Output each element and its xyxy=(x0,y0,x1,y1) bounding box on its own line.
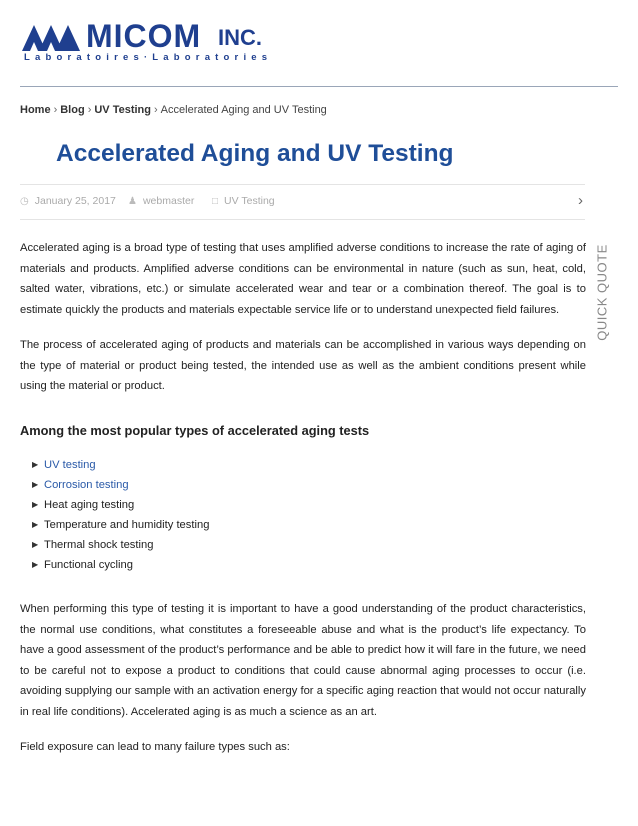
micom-logo[interactable] xyxy=(22,18,282,66)
paragraph: When performing this type of testing it is important to have a good understanding of the product characteristics, the normal use conditions, what constitutes a foreseeable abuse and what is the product’s life expectancy. To have a good assessment of the product’s performance and be able to predict how it will fare in the future, we need to be careful not to expose a product to conditions that could cause abnormal aging processes to occur (i.e. avoiding supplying our sample with an activation energy for a specific aging reaction that would not occur naturally in real life conditions). Accelerated aging is as much a science as an art. xyxy=(20,603,586,718)
meta-divider-top xyxy=(20,184,585,185)
logo-subtitle: Laboratoires·Laboratories xyxy=(24,52,273,63)
list-item-text: Heat aging testing xyxy=(44,499,135,511)
list-item-text: Temperature and humidity testing xyxy=(44,519,210,531)
list-item-link[interactable]: UV testing xyxy=(44,459,96,471)
list-item-link[interactable]: Corrosion testing xyxy=(44,479,129,491)
triangle-right-icon: ▶ xyxy=(32,520,39,529)
triangle-right-icon: ▶ xyxy=(32,460,39,469)
paragraph: Field exposure can lead to many failure types such as: xyxy=(20,741,290,753)
list-item xyxy=(32,495,586,515)
breadcrumb-home-link[interactable]: Home xyxy=(20,104,51,116)
logo-name: MICOM xyxy=(86,18,202,54)
triangle-right-icon: ▶ xyxy=(32,480,39,489)
paragraph: Accelerated aging is a broad type of testing that uses amplified adverse conditions to increase the rate of aging of materials and products. Amplified adverse conditions can be environmental in nature (such as sun, heat, cold, salted water, vibrations, etc.) or simulate accelerated wear and tear or a combination thereof. The goal is to estimate quickly the products and materials expectable service life or to understand unexpected field failures. xyxy=(20,242,586,316)
triangle-right-icon: ▶ xyxy=(32,540,39,549)
breadcrumb-separator: › xyxy=(87,104,92,116)
list-item[interactable] xyxy=(32,475,586,495)
list-item-text: Functional cycling xyxy=(44,559,133,571)
post-date xyxy=(20,195,116,207)
article-body xyxy=(20,238,586,758)
quick-quote-label[interactable]: QUICK QUOTE xyxy=(594,244,610,341)
header-divider xyxy=(20,86,618,87)
list-item xyxy=(32,535,586,555)
logo-suffix: INC. xyxy=(218,25,262,50)
breadcrumb-category-link[interactable]: UV Testing xyxy=(94,104,151,116)
breadcrumb-separator: › xyxy=(154,104,158,116)
chevron-right-icon[interactable]: › xyxy=(578,192,583,209)
post-category[interactable] xyxy=(212,195,275,207)
quick-quote-tab[interactable] xyxy=(590,243,614,351)
folder-icon: □ xyxy=(212,196,219,207)
post-author[interactable] xyxy=(128,195,194,207)
breadcrumb xyxy=(20,104,327,116)
breadcrumb-current: Accelerated Aging and UV Testing xyxy=(160,104,327,116)
clock-icon: ◷ xyxy=(20,196,29,207)
list-item xyxy=(32,555,586,575)
aging-tests-list xyxy=(20,455,586,575)
list-item[interactable] xyxy=(32,455,586,475)
list-heading: Among the most popular types of accelerated aging tests xyxy=(20,422,370,438)
page-title: Accelerated Aging and UV Testing xyxy=(56,140,454,167)
site-header xyxy=(0,0,638,88)
triangle-right-icon: ▶ xyxy=(32,560,39,569)
logo-mark-icon xyxy=(22,25,80,51)
meta-divider-bottom xyxy=(20,219,585,220)
list-item-text: Thermal shock testing xyxy=(44,539,154,551)
post-meta xyxy=(20,192,585,209)
user-icon: ♟ xyxy=(128,196,137,207)
post-date-text: January 25, 2017 xyxy=(34,195,116,207)
triangle-right-icon: ▶ xyxy=(32,500,39,509)
paragraph: The process of accelerated aging of products and materials can be accomplished in various ways depending on the type of material or product being tested, the intended use as well as the ambient conditions present while using the material or product. xyxy=(20,339,586,392)
breadcrumb-blog-link[interactable]: Blog xyxy=(60,104,85,116)
breadcrumb-separator: › xyxy=(53,104,58,116)
post-author-text[interactable]: webmaster xyxy=(142,195,195,207)
list-item xyxy=(32,515,586,535)
post-category-text[interactable]: UV Testing xyxy=(224,195,275,207)
